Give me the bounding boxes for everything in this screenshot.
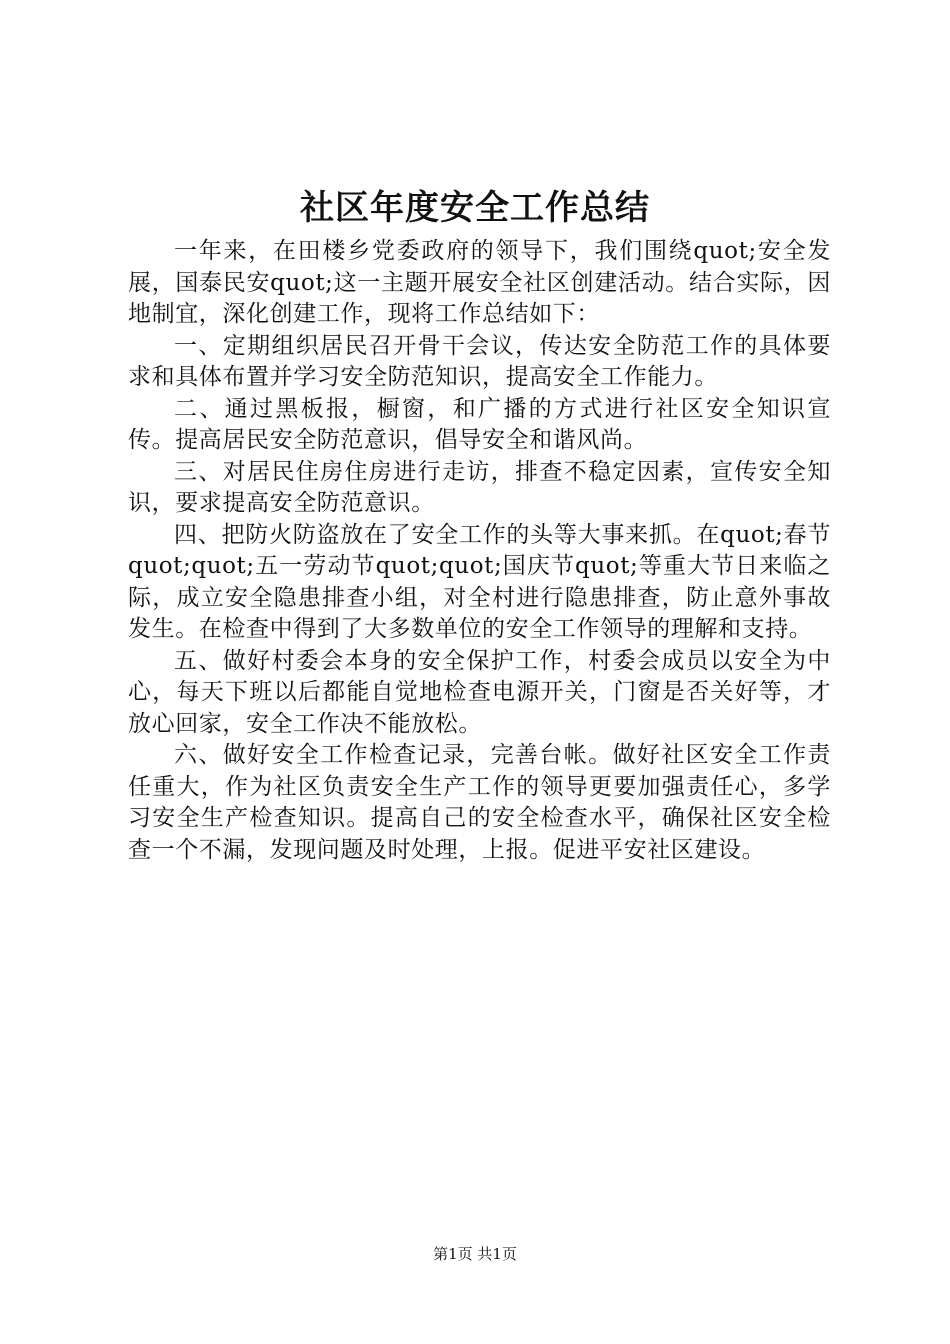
- document-title: 社区年度安全工作总结: [300, 188, 650, 228]
- paragraph-item-4: 四、把防火防盗放在了安全工作的头等大事来抓。在quot;春节quot;quot;五一劳动节quot;quot;国庆节quot;等重大节日来临之际，成立安全隐患排查小组，对全村进行隐患排查，防止意外事故发生。在检查中得到了大多数单位的安全工作领导的理解和支持。: [128, 521, 831, 642]
- paragraph-item-2: 二、通过黑板报，橱窗，和广播的方式进行社区安全知识宣传。提高居民安全防范意识，倡导安全和谐风尚。: [128, 395, 831, 453]
- paragraph-item-1: 一、定期组织居民召开骨干会议，传达安全防范工作的具体要求和具体布置并学习安全防范知识，提高安全工作能力。: [128, 332, 831, 390]
- paragraph-intro: 一年来，在田楼乡党委政府的领导下，我们围绕quot;安全发展，国泰民安quot;这一主题开展安全社区创建活动。结合实际，因地制宜，深化创建工作，现将工作总结如下：: [128, 238, 831, 327]
- paragraph-item-3: 三、对居民住房住房进行走访，排查不稳定因素，宣传安全知识，要求提高安全防范意识。: [128, 458, 831, 516]
- page-footer: 第1页 共1页: [433, 1245, 517, 1263]
- document-body: [128, 236, 831, 866]
- paragraph-item-5: 五、做好村委会本身的安全保护工作，村委会成员以安全为中心，每天下班以后都能自觉地检查电源开关，门窗是否关好等，才放心回家，安全工作决不能放松。: [128, 647, 831, 737]
- paragraph-item-6: 六、做好安全工作检查记录，完善台帐。做好社区安全工作责任重大，作为社区负责安全生产工作的领导更要加强责任心，多学习安全生产检查知识。提高自己的安全检查水平，确保社区安全检查一个不漏，发现问题及时处理，上报。促进平安社区建设。: [128, 742, 831, 863]
